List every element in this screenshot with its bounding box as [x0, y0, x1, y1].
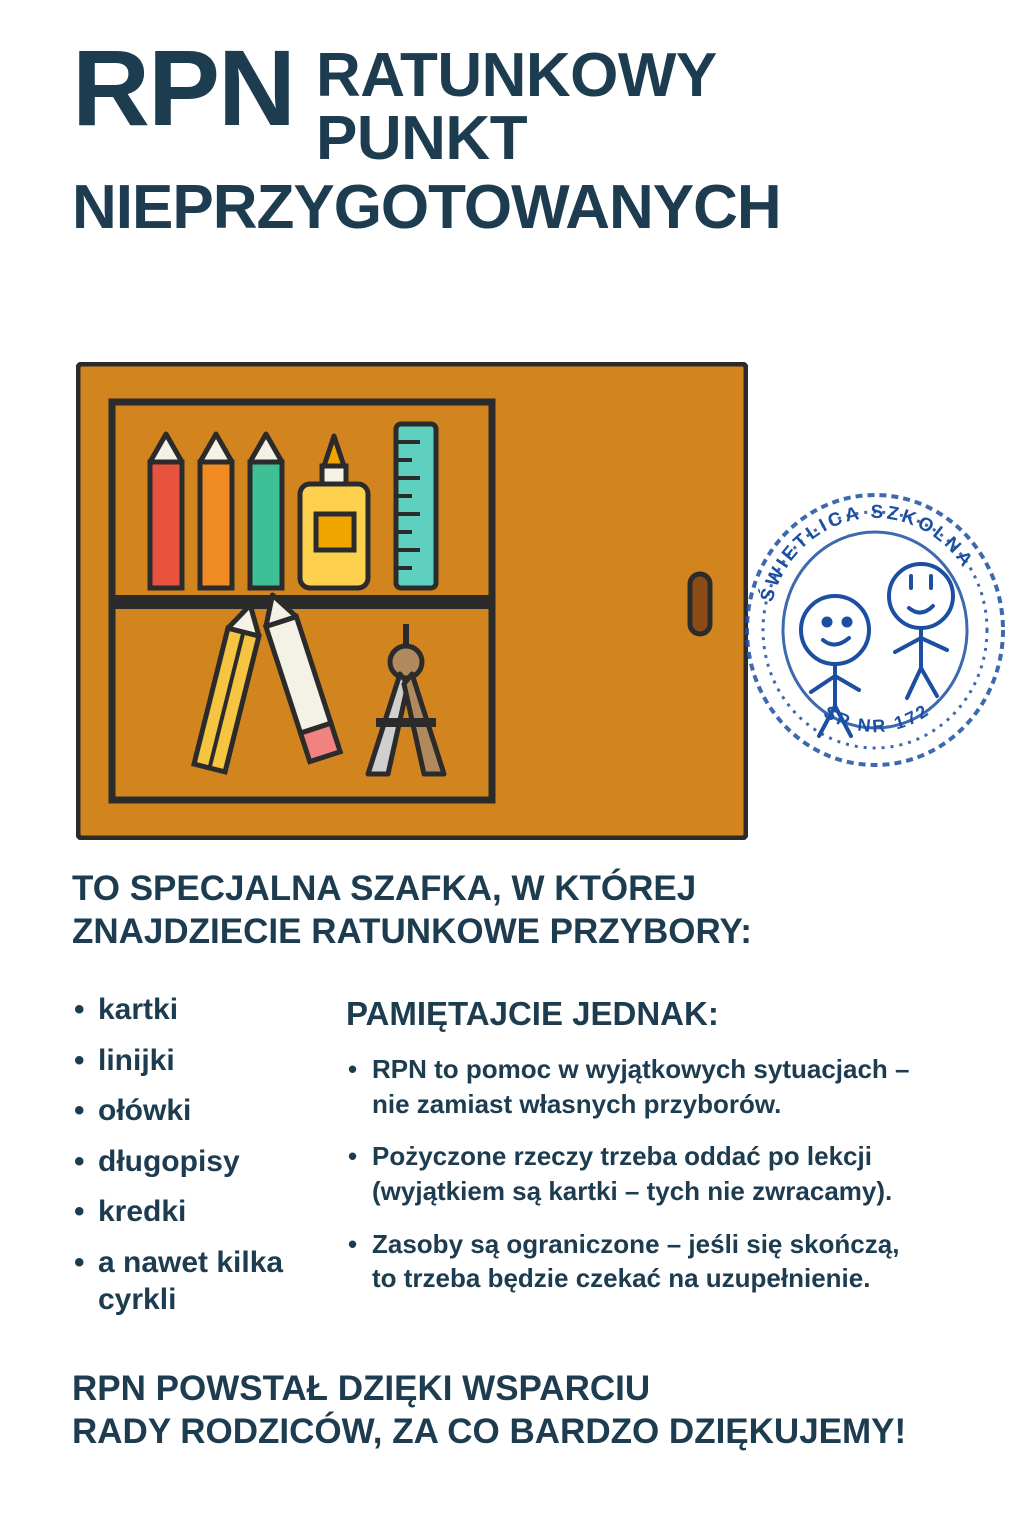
list-item: • długopisy	[72, 1144, 304, 1181]
rules-list	[346, 1052, 972, 1295]
list-item: • linijki	[72, 1043, 304, 1080]
cabinet-illustration	[76, 362, 748, 840]
svg-text:ŚWIETLICA SZKOLNA	[756, 502, 978, 604]
footer-line-1: RPN POWSTAŁ DZIĘKI WSPARCIU	[72, 1369, 651, 1408]
subtitle-line-2: ZNAJDZIECIE RATUNKOWE PRZYBORY:	[72, 911, 752, 951]
cabinet-handle	[690, 574, 710, 634]
supplies-list	[72, 992, 304, 1318]
list-item	[346, 1139, 972, 1208]
supplies-column	[72, 992, 304, 1332]
footer-line-2: RADY RODZICÓW, ZA CO BARDZO DZIĘKUJEMY!	[72, 1411, 907, 1451]
list-item: • ołówki	[72, 1093, 304, 1130]
rule-line: • RPN to pomoc w wyjątkowych sytuacjach –	[372, 1054, 910, 1085]
rule-line: nie zamiast własnych przyborów.	[372, 1088, 782, 1119]
content-columns	[72, 992, 972, 1332]
title-first-row	[72, 27, 962, 174]
list-item: • a nawet kilka cyrkli	[72, 1245, 304, 1318]
list-item	[346, 1052, 972, 1121]
rules-column	[346, 992, 972, 1332]
list-item: • kredki	[72, 1194, 304, 1231]
stamp-text-bottom: SP NR 172	[820, 699, 934, 737]
poster-title	[72, 27, 962, 243]
stamp-text-top: ŚWIETLICA SZKOLNA	[756, 501, 978, 605]
subtitle	[72, 868, 952, 953]
svg-text:SP NR 172	[820, 699, 934, 736]
list-item: • kartki	[72, 992, 304, 1029]
rule-line: to trzeba będzie czekać na uzupełnienie.	[372, 1263, 871, 1294]
title-word-ratunkowy: RATUNKOWY	[316, 41, 717, 110]
rule-line: • Zasoby są ograniczone – jeśli się skończą,	[372, 1228, 900, 1259]
title-word-punkt: PUNKT	[316, 104, 528, 174]
rule-line: (wyjątkiem są kartki – tych nie zwracamy).	[372, 1176, 893, 1207]
title-words	[316, 38, 717, 174]
subtitle-line-1: TO SPECJALNA SZAFKA, W KTÓREJ	[72, 869, 697, 908]
list-item	[346, 1227, 972, 1296]
remember-heading: PAMIĘTAJCIE JEDNAK:	[346, 995, 719, 1032]
rule-line: • Pożyczone rzeczy trzeba oddać po lekcji	[372, 1141, 872, 1172]
title-word-nieprzygotowanych: NIEPRZYGOTOWANYCH	[72, 173, 781, 243]
school-stamp	[735, 480, 1015, 780]
footer-credit	[72, 1368, 992, 1453]
acronym-rpn: RPN	[72, 27, 295, 148]
